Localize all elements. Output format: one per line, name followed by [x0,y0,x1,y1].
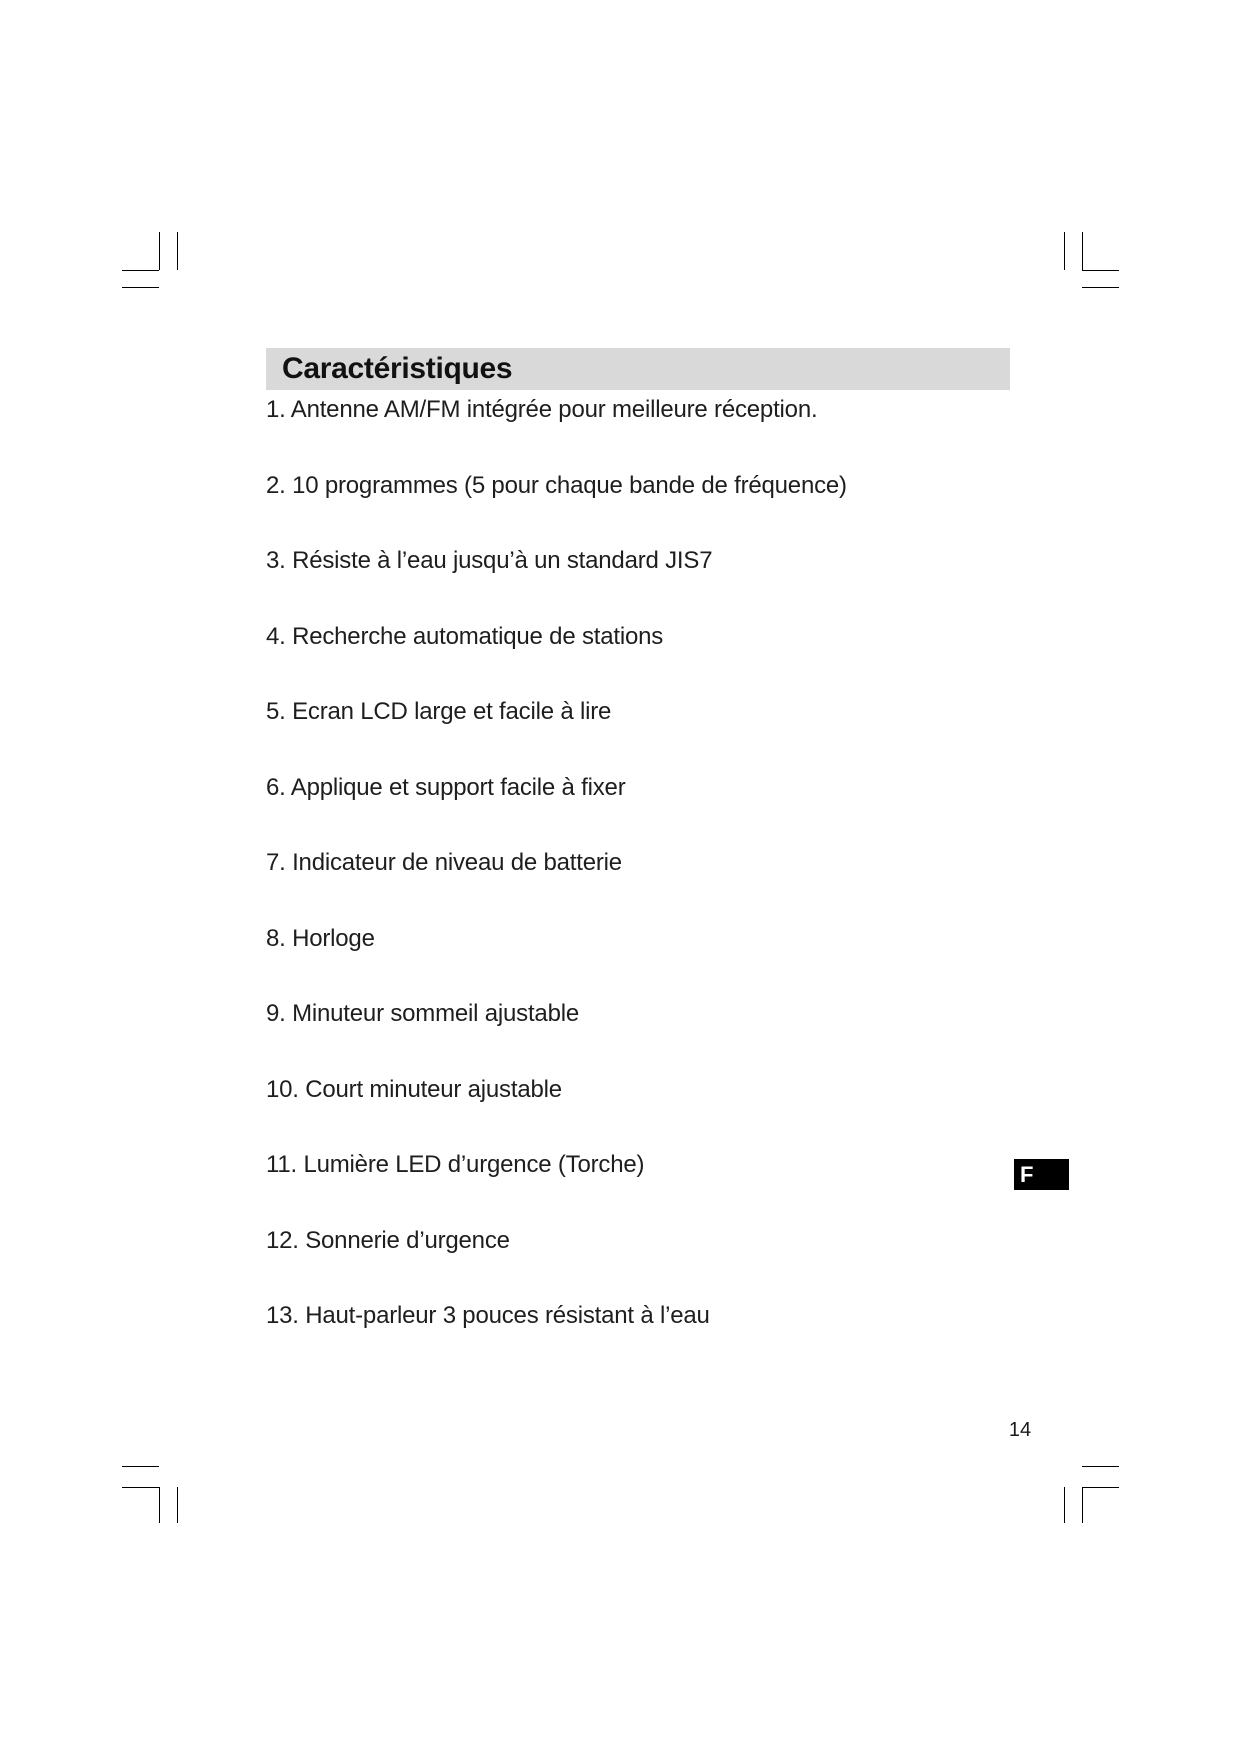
crop-mark-top-left-vertical-outer [177,232,178,270]
crop-mark-top-right-vertical-outer [1064,232,1065,270]
feature-item: 4. Recherche automatique de stations [266,622,664,650]
feature-item: 5. Ecran LCD large et facile à lire [266,698,612,725]
feature-item: 1. Antenne AM/FM intégrée pour meilleure réception. [266,396,818,423]
crop-mark-bottom-left-horizontal-lower [122,1487,159,1488]
language-tab-label: F [1020,1162,1034,1187]
crop-mark-top-left-horizontal-lower [122,287,159,288]
feature-list [266,393,847,1375]
feature-item: 9. Minuteur sommeil ajustable [266,1000,580,1027]
page-number: 14 [1008,1419,1032,1441]
feature-item: 8. Horloge [266,924,375,952]
feature-item: 12. Sonnerie d’urgence [266,1226,510,1254]
feature-item: 13. Haut-parleur 3 pouces résistant à l’eau [266,1302,710,1329]
crop-mark-bottom-right-vertical-inner [1082,1487,1083,1523]
crop-mark-top-left-horizontal-upper [122,270,159,271]
feature-item: 6. Applique et support facile à fixer [266,773,626,801]
crop-mark-top-left-vertical-inner [159,232,160,270]
crop-mark-bottom-left-horizontal-upper [122,1466,159,1467]
feature-item: 3. Résiste à l’eau jusqu’à un standard JIS7 [266,547,713,574]
crop-mark-top-right-horizontal-upper [1082,270,1119,271]
section-header-bar [266,348,1010,390]
language-tab [1014,1159,1069,1190]
feature-item: 10. Court minuteur ajustable [266,1075,562,1103]
crop-mark-bottom-left-vertical-outer [177,1487,178,1523]
section-title: Caractéristiques [282,352,513,385]
crop-mark-bottom-right-vertical-outer [1064,1487,1065,1523]
feature-item: 2. 10 programmes (5 pour chaque bande de fréquence) [266,471,847,499]
crop-mark-top-right-horizontal-lower [1082,287,1119,288]
feature-item: 7. Indicateur de niveau de batterie [266,849,622,876]
crop-mark-top-right-vertical-inner [1082,232,1083,270]
crop-mark-bottom-right-horizontal-lower [1082,1487,1119,1488]
feature-item: 11. Lumière LED d’urgence (Torche) [266,1151,645,1178]
crop-mark-bottom-left-vertical-inner [159,1487,160,1523]
crop-mark-bottom-right-horizontal-upper [1082,1466,1119,1467]
